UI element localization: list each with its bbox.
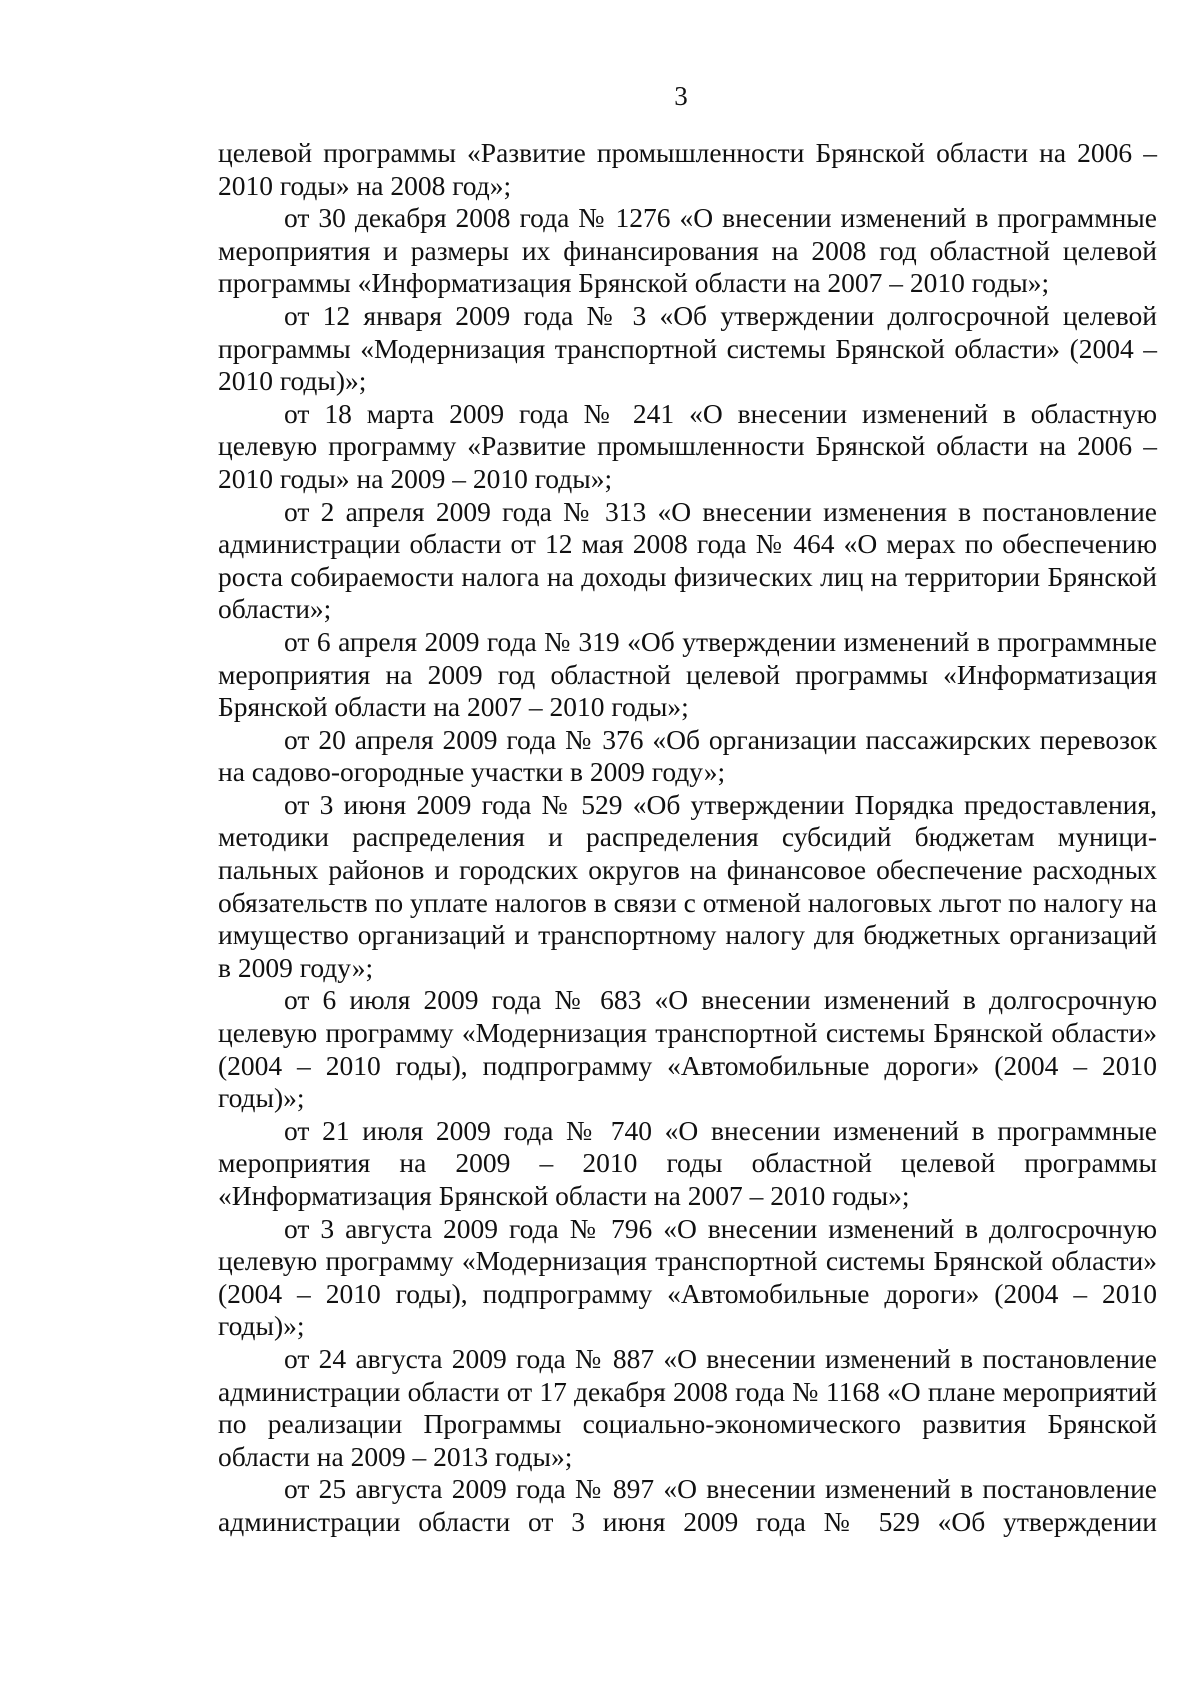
paragraph-decree-740: от 21 июля 2009 года № 740 «О внесении изменений в программные мероприятия на 2009 – 2010 годы областной целевой программы «Информатизация Брянской области на 2007 – 2010 годы»; xyxy=(218,1114,1157,1211)
paragraph-decree-313: от 2 апреля 2009 года № 313 «О внесении изменения в постановление администрации области от 12 мая 2008 года № 464 «О мерах по обеспечению роста собираемости налога на доходы физических лиц на территории Брянской области»; xyxy=(218,495,1157,625)
paragraph-decree-241: от 18 марта 2009 года № 241 «О внесении изменений в областную целевую программу «Развитие промышленности Брянской области на 2006 – 2010 годы» на 2009 – 2010 годы»; xyxy=(218,397,1157,494)
paragraph-decree-529: от 3 июня 2009 года № 529 «Об утверждении Порядка предоставления, методики распределения и распределения субсидий бюджетам муници-пальных районов и городских округов на финансовое обеспечение расходных обязательств по уплате налогов в связи с отменой налоговых льгот по налогу на имущество организаций и транспортному налогу для бюджетных организаций в 2009 году»; xyxy=(218,788,1157,983)
page-number: 3 xyxy=(674,81,688,111)
document-body xyxy=(218,137,1157,1539)
paragraph-decree-1276: от 30 декабря 2008 года № 1276 «О внесении изменений в программные мероприятия и размеры их финансирования на 2008 год областной целевой программы «Информатизация Брянской области на 2007 – 2010 годы»; xyxy=(218,202,1157,299)
paragraph-decree-376: от 20 апреля 2009 года № 376 «Об организации пассажирских перевозок на садово-огородные участки в 2009 году»; xyxy=(218,723,1157,788)
paragraph-decree-796: от 3 августа 2009 года № 796 «О внесении изменений в долгосрочную целевую программу «Модернизация транспортной системы Брянской области» (2004 – 2010 годы), подпрограмму «Автомобильные дороги» (2004 – 2010 годы)»; xyxy=(218,1212,1157,1342)
paragraph-decree-897: от 25 августа 2009 года № 897 «О внесении изменений в постановление администрации области от 3 июня 2009 года № 529 «Об утверждении xyxy=(218,1473,1157,1537)
paragraph-decree-683: от 6 июля 2009 года № 683 «О внесении изменений в долгосрочную целевую программу «Модернизация транспортной системы Брянской области» (2004 – 2010 годы), подпрограмму «Автомобильные дороги» (2004 – 2010 годы)»; xyxy=(218,984,1157,1114)
paragraph-decree-887: от 24 августа 2009 года № 887 «О внесении изменений в постановление администрации области от 17 декабря 2008 года № 1168 «О плане мероприятий по реализации Программы социально-экономического развития Брянской области на 2009 – 2013 годы»; xyxy=(218,1342,1157,1472)
paragraph-decree-3: от 12 января 2009 года № 3 «Об утверждении долгосрочной целевой программы «Модернизация транспортной системы Брянской области» (2004 – 2010 годы)»; xyxy=(218,299,1157,397)
paragraph-decree-319: от 6 апреля 2009 года № 319 «Об утверждении изменений в программные мероприятия на 2009 год областной целевой программы «Информатизация Брянской области на 2007 – 2010 годы»; xyxy=(218,625,1157,723)
paragraph-continuation: целевой программы «Развитие промышленности Брянской области на 2006 – 2010 годы» на 2008 год»; xyxy=(218,137,1157,201)
